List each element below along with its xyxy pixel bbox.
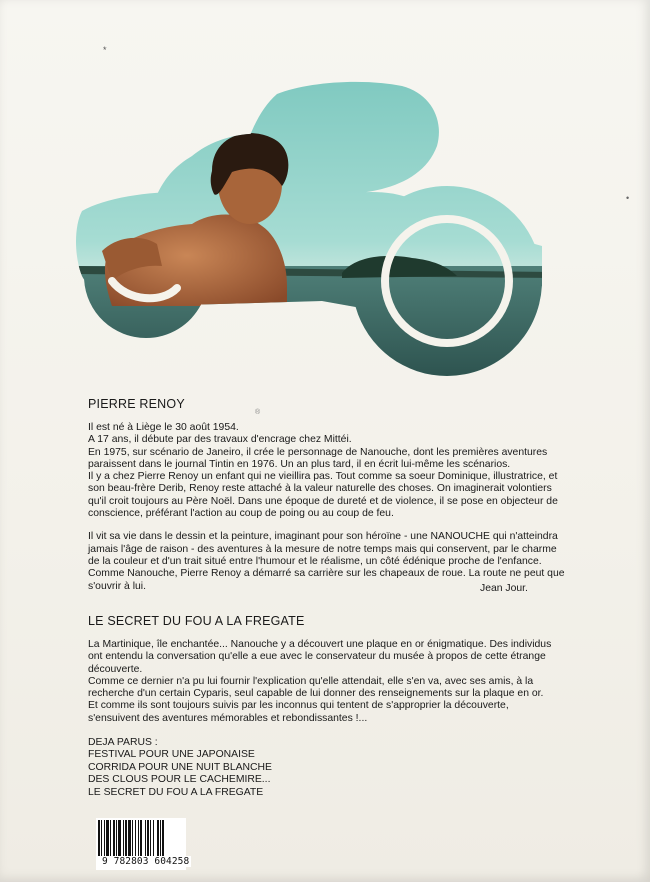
bio-line: jamais l'âge de raison - des aventures à la mesure de notre temps mais qui conservent, par le charme: [88, 543, 557, 555]
bio-line: Il est né à Liège le 30 août 1954.: [88, 422, 239, 433]
motorcycle-silhouette-photo: [72, 76, 552, 376]
published-label: DEJA PARUS :: [88, 737, 158, 748]
story-line: Comme ce dernier n'a pu lui fournir l'explication qu'elle attendait, elle s'en va, avec ses amis, à la: [88, 675, 534, 687]
author-name: PIERRE RENOY: [88, 397, 185, 411]
bio-line: qu'il croit toujours au Père Noël. Dans une époque de dureté et de violence, il se pose en objecteur de: [88, 495, 558, 507]
story-paragraph: [88, 639, 573, 725]
story-line: Et comme ils sont toujours suivis par les inconnus qui tentent de s'approprier la découverte,: [88, 700, 509, 712]
bio-line: En 1975, sur scénario de Janeiro, il crée le personnage de Nanouche, dont les premières aventures: [88, 446, 548, 458]
bio-paragraph-1: [88, 422, 573, 520]
story-summary: [88, 639, 573, 736]
signature: Jean Jour.: [480, 583, 528, 594]
bio-line: A 17 ans, il débute par des travaux d'encrage chez Mittéi.: [88, 434, 352, 446]
bio-line: s'ouvrir à lui.: [88, 580, 146, 592]
already-published-list: [88, 737, 272, 799]
story-line: ont entendu la conversation qu'elle a eue avec le conservateur du musée à propos de cette étrange: [88, 651, 546, 663]
published-title: LE SECRET DU FOU A LA FREGATE: [88, 786, 264, 798]
published-title: DES CLOUS POUR LE CACHEMIRE...: [88, 774, 271, 786]
bio-line: Il y a chez Pierre Renoy un enfant qui ne vieillira pas. Tout comme sa soeur Dominique, illustratrice, et: [88, 471, 558, 483]
author-bio: [88, 422, 573, 604]
bio-line: Comme Nanouche, Pierre Renoy a démarré sa carrière sur les chapeaux de roue. La route ne peut que: [88, 568, 565, 580]
bio-line: Il vit sa vie dans le dessin et la peinture, imaginant pour son héroïne - une NANOUCHE qui n'atteindra: [88, 531, 558, 543]
bio-line: paraissent dans le journal Tintin en 1976. Un an plus tard, il en écrit lui-même les scénarios.: [88, 458, 511, 470]
barcode-bars: [96, 818, 186, 858]
story-line: s'ensuivent des aventures mémorables et rebondissantes !...: [88, 712, 368, 724]
published-title: FESTIVAL POUR UNE JAPONAISE: [88, 749, 255, 761]
published-title: CORRIDA POUR UNE NUIT BLANCHE: [88, 761, 272, 773]
edge-mark: •: [626, 193, 630, 203]
story-line: recherche d'un certain Cyparis, seul capable de lui donner des renseignements sur la plaque en or.: [88, 688, 544, 700]
bio-line: son beau-frère Derib, Renoy reste attaché à la valeur naturelle des choses. On imaginerait volontiers: [88, 483, 552, 495]
story-line: La Martinique, île enchantée... Nanouche y a découvert une plaque en or énigmatique. Des individus: [88, 639, 552, 650]
story-title: LE SECRET DU FOU A LA FREGATE: [88, 614, 305, 628]
corner-mark: *: [103, 45, 107, 55]
registered-mark: ®: [255, 409, 261, 416]
bio-line: de la couleur et d'un trait situé entre l'humour et le réalisme, un côté édénique proche de l'enfance.: [88, 555, 542, 567]
bio-line: conscience, préférant l'action au coup de poing ou au coup de feu.: [88, 508, 394, 520]
story-line: découverte.: [88, 663, 143, 675]
barcode-number: 9 782803 604258: [102, 856, 190, 867]
